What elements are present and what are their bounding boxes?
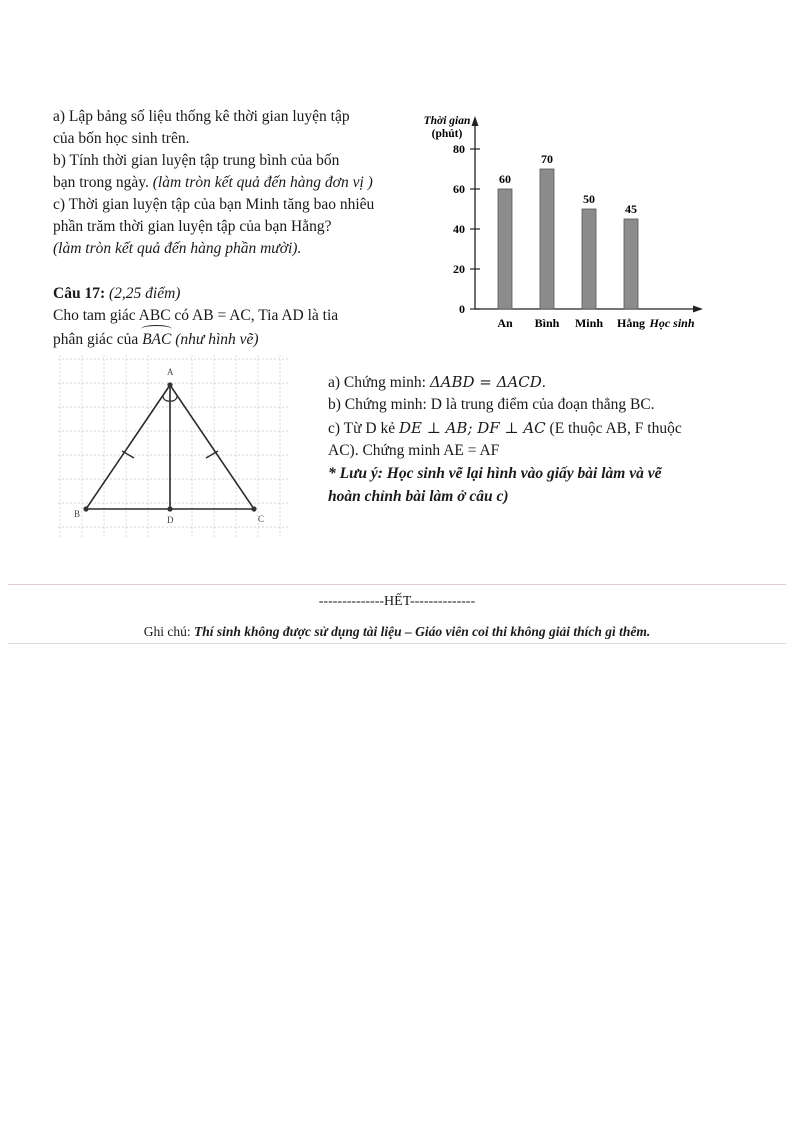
q17-part-a <box>328 371 546 394</box>
point-a <box>167 382 172 387</box>
label-d: D <box>167 515 174 525</box>
q17-line2 <box>53 329 259 351</box>
part-b-line1: b) Tính thời gian luyện tập trung bình của bốn <box>53 152 340 169</box>
triangle-figure <box>58 355 290 539</box>
y-tick-label: 60 <box>453 182 465 196</box>
q17-points: (2,25 điểm) <box>108 285 181 302</box>
x-tick-label: Hằng <box>616 316 646 330</box>
divider-top <box>8 584 786 585</box>
y-tick-label: 40 <box>453 222 465 236</box>
part-c-line1: c) Thời gian luyện tập của bạn Minh tăng bao nhiêu <box>53 196 375 213</box>
bar <box>624 219 638 309</box>
bar-value-label: 45 <box>625 202 637 216</box>
q17-a-math: ΔABD = ΔACD <box>429 373 542 391</box>
divider-bottom <box>8 643 786 644</box>
q17-a-label: a) Chứng minh: <box>328 374 426 391</box>
q17-label: Câu 17: <box>53 285 106 302</box>
part-c-line2: phần trăm thời gian luyện tập của bạn Hằng? <box>53 218 332 235</box>
q17-line1: Cho tam giác ABC có AB = AC, Tia AD là tia <box>53 307 339 324</box>
point-c <box>251 506 256 511</box>
q17-c-label: c) Từ D kẻ <box>328 420 396 437</box>
y-tick-label: 0 <box>459 302 465 316</box>
grid-background <box>58 355 290 539</box>
q17-part-c <box>328 417 682 440</box>
part-b-line2 <box>53 172 373 194</box>
part-a-line1: a) Lập bảng số liệu thống kê thời gian luyện tập <box>53 108 350 125</box>
bar-chart <box>405 104 715 334</box>
y-tick-label: 20 <box>453 262 465 276</box>
y-tick-label: 80 <box>453 142 465 156</box>
part-a-line2: của bốn học sinh trên. <box>53 130 190 147</box>
q17-line2-text: phân giác của <box>53 331 139 348</box>
footer-text: Thí sinh không được sử dụng tài liệu – Giáo viên coi thi không giải thích gì thêm. <box>193 624 651 639</box>
part-b-note: (làm tròn kết quả đến hàng đơn vị ) <box>152 174 373 191</box>
part-c-note: (làm tròn kết quả đến hàng phần mười). <box>53 240 302 257</box>
label-b: B <box>74 509 81 519</box>
note-line2: hoàn chỉnh bài làm ở câu c) <box>328 488 509 505</box>
chart-yunit: (phút) <box>431 128 463 140</box>
bar-value-label: 60 <box>499 172 511 186</box>
x-tick-label: Minh <box>574 316 604 330</box>
q17-part-c-line2: AC). Chứng minh AE = AF <box>328 442 500 459</box>
q17-c-math: DE ⊥ AB; DF ⊥ AC <box>398 419 546 437</box>
chart-xlabel: Học sinh <box>649 316 695 330</box>
footer-note <box>0 621 794 643</box>
angle-arc-left <box>163 396 170 401</box>
bar <box>582 209 596 309</box>
q17-a-end: . <box>541 374 546 391</box>
point-b <box>83 506 88 511</box>
x-tick-label: Bình <box>534 316 560 330</box>
bar <box>498 189 512 309</box>
bar-value-label: 70 <box>541 152 553 166</box>
label-c: C <box>258 514 265 524</box>
chart-ylabel: Thời gian <box>423 115 471 127</box>
q17-heading <box>53 283 180 305</box>
q17-figure-note: (như hình vẽ) <box>175 331 259 348</box>
chart-y-arrow <box>472 116 479 126</box>
angle-arc-right <box>170 396 177 401</box>
label-a: A <box>167 367 174 377</box>
q17-part-b: b) Chứng minh: D là trung điểm của đoạn thẳng BC. <box>328 396 655 413</box>
note-line1: * Lưu ý: Học sinh vẽ lại hình vào giấy bài làm và vẽ <box>328 465 662 482</box>
q17-c-rest: (E thuộc AB, F thuộc <box>549 420 682 437</box>
bar-value-label: 50 <box>583 192 595 206</box>
q17-angle: BAC <box>142 329 171 351</box>
x-tick-label: An <box>497 316 513 330</box>
footer-label: Ghi chú: <box>143 624 191 639</box>
point-d <box>167 506 172 511</box>
chart-x-arrow <box>693 306 703 313</box>
end-marker: --------------HẾT-------------- <box>318 594 476 609</box>
bar <box>540 169 554 309</box>
part-b-line2-text: bạn trong ngày. <box>53 174 149 191</box>
